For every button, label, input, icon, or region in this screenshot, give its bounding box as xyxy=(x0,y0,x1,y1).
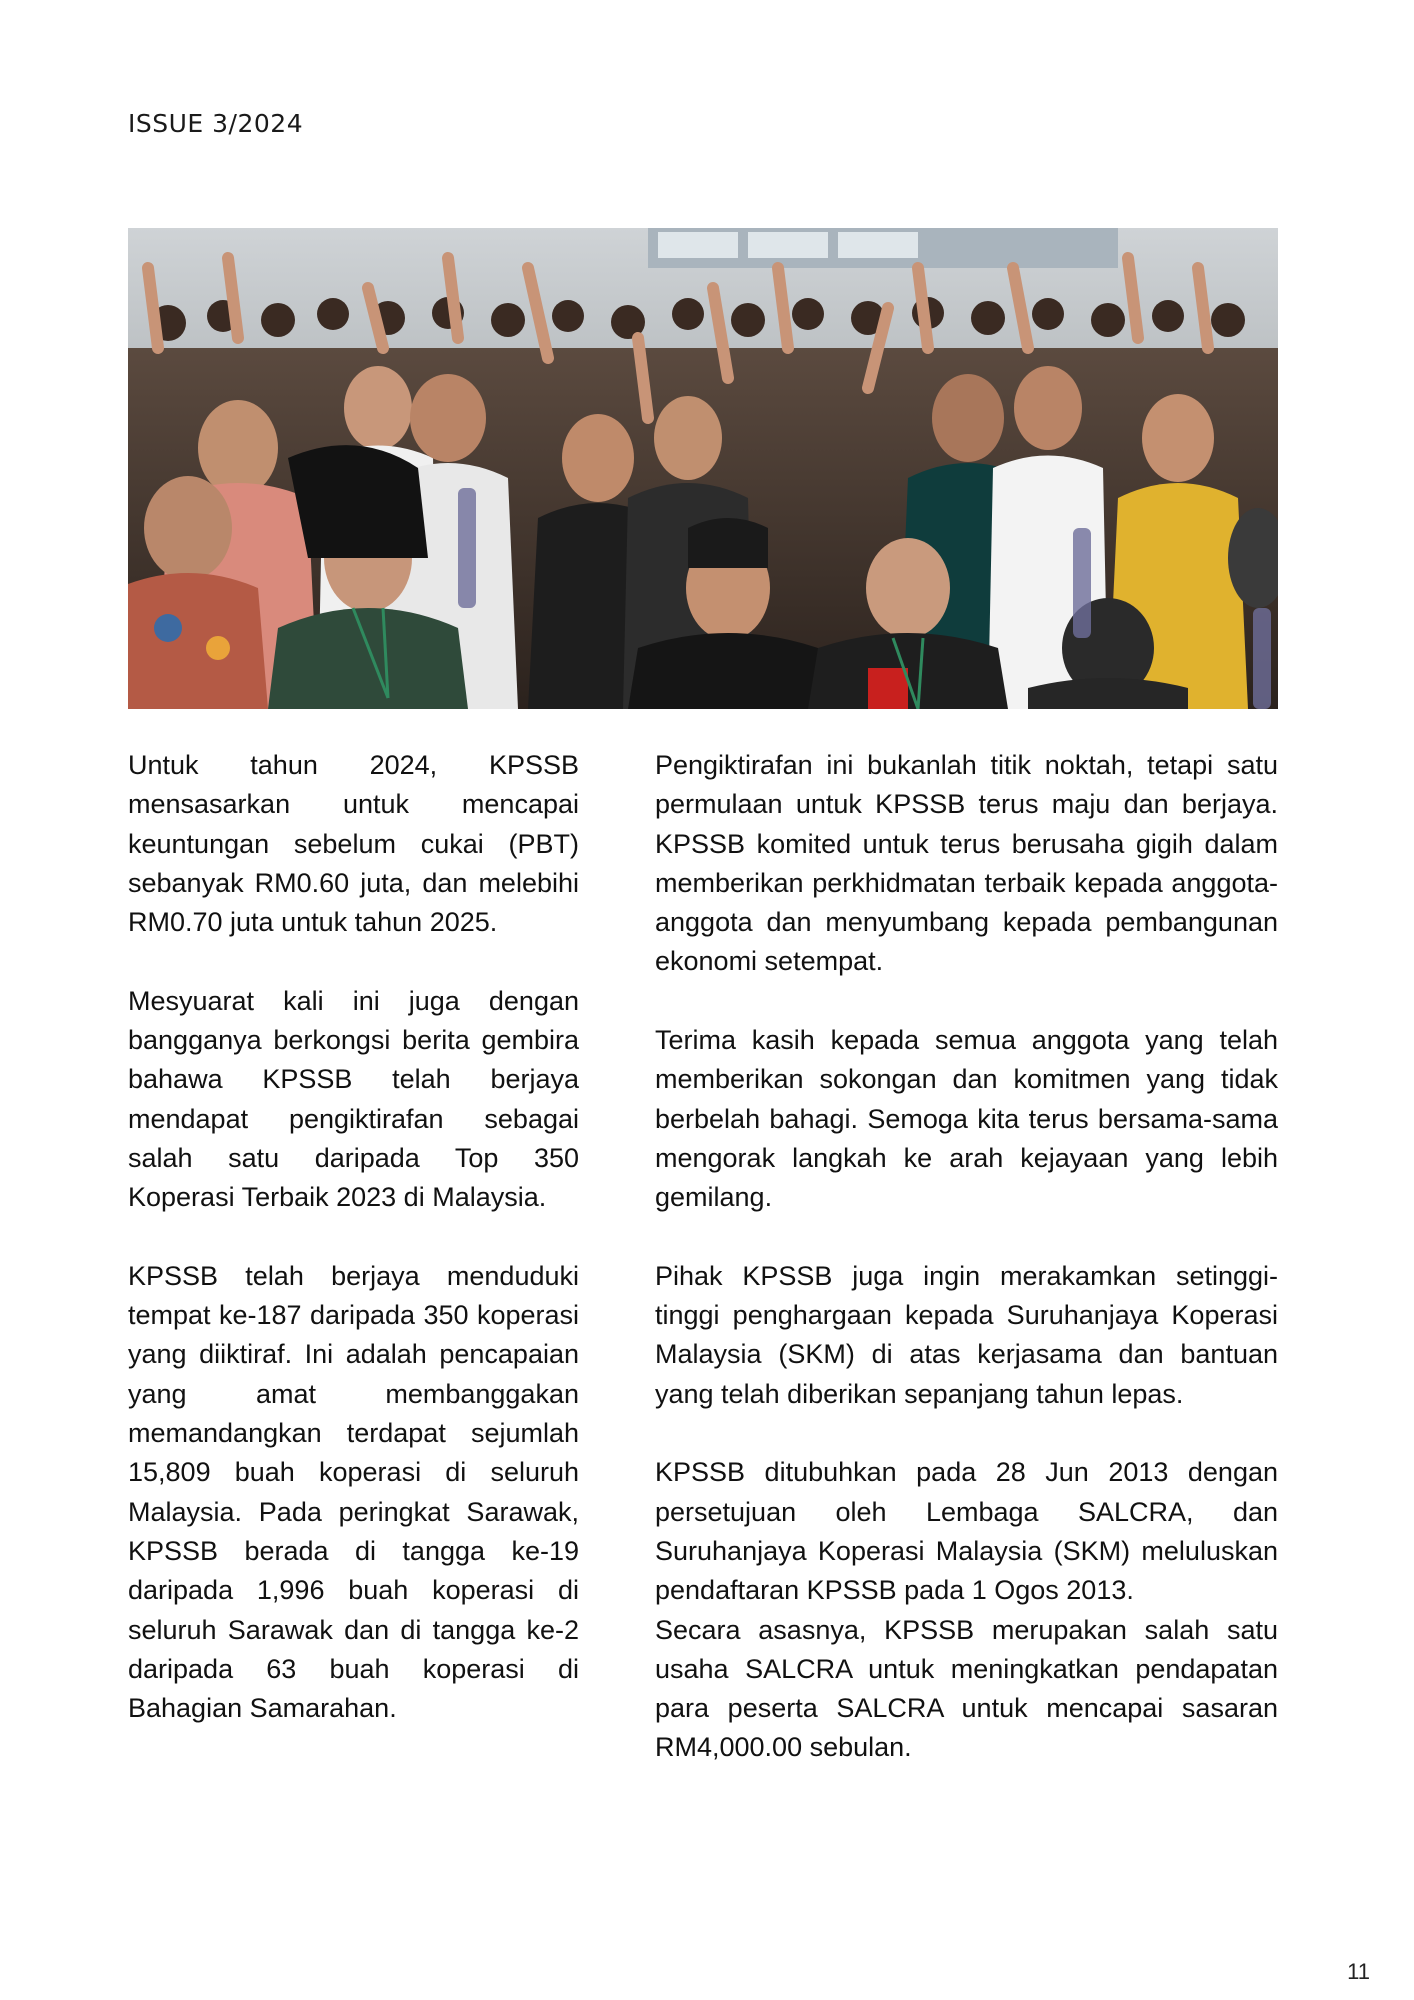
paragraph-ranking: KPSSB telah berjaya menduduki tempat ke-187 daripada 350 koperasi yang diiktiraf. Ini adalah pencapaian yang amat membanggakan memandangkan terdapat sejumlah 15,809 buah koperasi di seluruh Malaysia. Pada peringkat Sarawak, KPSSB berada di tangga ke-19 daripada 1,996 buah koperasi di seluruh Sarawak dan di tangga ke-2 daripada 63 buah koperasi di Bahagian Samarahan. xyxy=(128,1260,579,1724)
right-column xyxy=(655,746,1278,1768)
paragraph-establishment: KPSSB ditubuhkan pada 28 Jun 2013 dengan persetujuan oleh Lembaga SALCRA, dan Suruhanjaya Koperasi Malaysia (SKM) meluluskan pendaftaran KPSSB pada 1 Ogos 2013. xyxy=(655,1457,1278,1606)
paragraph-top-350-recognition: Mesyuarat kali ini juga dengan bangganya berkongsi berita gembira bahawa KPSSB telah berjaya mendapat pengiktirafan sebagai salah satu daripada Top 350 Koperasi Terbaik 2023 di Malaysia. xyxy=(128,985,579,1213)
left-column xyxy=(128,746,579,1728)
audience-raising-hands-photo-icon xyxy=(128,228,1278,709)
paragraph-appreciation-skm: Pihak KPSSB juga ingin merakamkan setinggi-tinggi penghargaan kepada Suruhanjaya Koperasi Malaysia (SKM) di atas kerjasama dan bantuan yang telah diberikan sepanjang tahun lepas. xyxy=(655,1260,1278,1409)
issue-label: ISSUE 3/2024 xyxy=(128,109,304,138)
page-number: 11 xyxy=(1347,1959,1370,1984)
audience-photo xyxy=(128,228,1278,709)
paragraph-salcra-goal: Secara asasnya, KPSSB merupakan salah satu usaha SALCRA untuk meningkatkan pendapatan para peserta SALCRA untuk mencapai sasaran RM4,000.00 sebulan. xyxy=(655,1614,1278,1763)
paragraph-thanks-members: Terima kasih kepada semua anggota yang telah memberikan sokongan dan komitmen yang tidak berbelah bahagi. Semoga kita terus bersama-sama mengorak langkah ke arah kejayaan yang lebih gemilang. xyxy=(655,1025,1278,1213)
paragraph-target-profit: Untuk tahun 2024, KPSSB mensasarkan untuk mencapai keuntungan sebelum cukai (PBT) sebanyak RM0.60 juta, dan melebihi RM0.70 juta untuk tahun 2025. xyxy=(128,750,579,938)
paragraph-recognition-beginning: Pengiktirafan ini bukanlah titik noktah, tetapi satu permulaan untuk KPSSB terus maju dan berjaya. KPSSB komited untuk terus berusaha gigih dalam memberikan perkhidmatan terbaik kepada anggota-anggota dan menyumbang kepada pembangunan ekonomi setempat. xyxy=(655,750,1278,977)
